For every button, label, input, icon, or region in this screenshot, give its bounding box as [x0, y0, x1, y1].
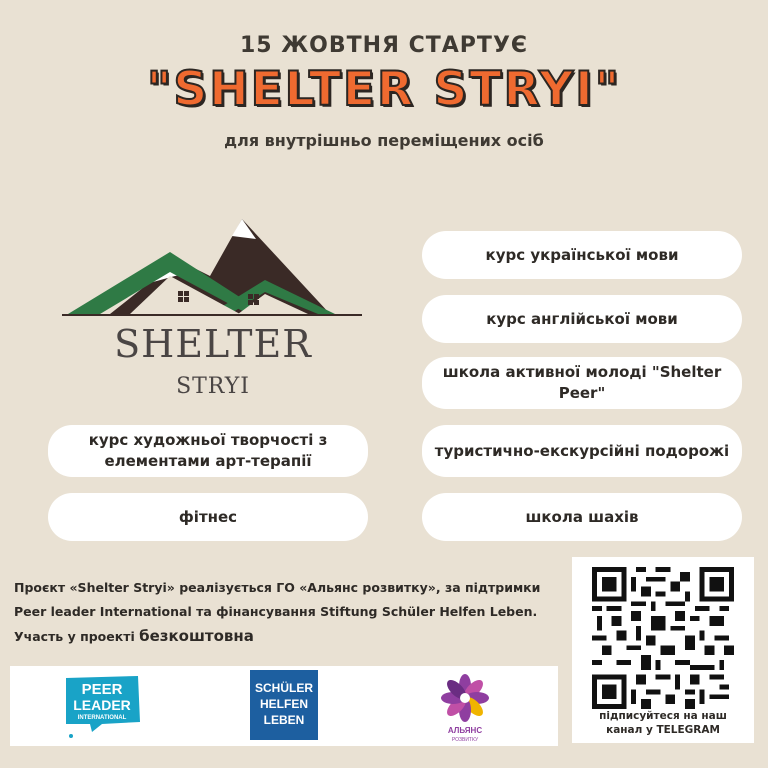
shl-logo-line2: HELFEN: [260, 697, 308, 711]
start-date-heading: 15 ЖОВТНЯ СТАРТУЄ: [239, 33, 529, 58]
activity-label: курс англійської мови: [486, 309, 678, 328]
project-title: "SHELTER STRYI": [146, 62, 622, 117]
peer-leader-logo-line3: INTERNATIONAL: [77, 715, 127, 721]
activity-youth-school[interactable]: [422, 357, 742, 409]
activity-art-course[interactable]: [48, 425, 368, 477]
activity-tourist-trips[interactable]: [422, 425, 742, 477]
alliance-development-logo[interactable]: [430, 670, 500, 744]
project-description-text: Проєкт «Shelter Stryi» реалізується ГО «Альянс розвитку», за підтримки Peer leader International та фінансування Stiftung Schüler Helfen Leben. Участь у проекті: [14, 580, 541, 644]
alliance-logo-line1: АЛЬЯНС: [447, 726, 483, 735]
alliance-logo-line2: РОЗВИТКУ: [451, 737, 479, 743]
qr-code-icon[interactable]: [592, 567, 734, 709]
qr-caption-line2: канал у TELEGRAM: [606, 724, 720, 736]
free-participation-text: безкоштовна: [139, 627, 254, 645]
schuler-helfen-leben-logo[interactable]: [250, 670, 318, 740]
activity-label: школа активної молоді "Shelter Peer": [442, 363, 722, 402]
activity-label: фітнес: [178, 507, 238, 526]
peer-leader-logo-line1: PEER: [81, 681, 123, 698]
peer-leader-logo[interactable]: [62, 672, 142, 740]
qr-caption-line1: підписуйтеся на наш: [599, 710, 727, 722]
logo-baseline: [62, 314, 362, 316]
activity-label: школа шахів: [525, 507, 639, 526]
sponsor-logos-strip: [10, 666, 558, 746]
target-audience-subtitle: для внутрішньо переміщених осіб: [224, 131, 544, 150]
activity-english-course[interactable]: [422, 295, 742, 343]
activity-label: курс української мови: [485, 245, 679, 264]
qr-caption: [572, 709, 754, 737]
activity-label: туристично-екскурсійні подорожі: [434, 441, 730, 460]
peer-leader-logo-line2: LEADER: [73, 697, 131, 713]
activity-label: курс художньої творчості з елементами арт-терапії: [88, 431, 328, 470]
telegram-qr-panel[interactable]: [572, 557, 754, 743]
activity-chess-school[interactable]: [422, 493, 742, 541]
logo-word-stryi: STRYI: [176, 374, 250, 399]
shl-logo-line3: LEBEN: [263, 713, 305, 727]
mountain-snow-peak: [232, 219, 256, 239]
shl-logo-line1: SCHÜLER: [254, 681, 314, 695]
logo-word-shelter: SHELTER: [114, 322, 312, 366]
activity-ukrainian-course[interactable]: [422, 231, 742, 279]
activity-fitness[interactable]: [48, 493, 368, 541]
project-description: [14, 576, 554, 649]
